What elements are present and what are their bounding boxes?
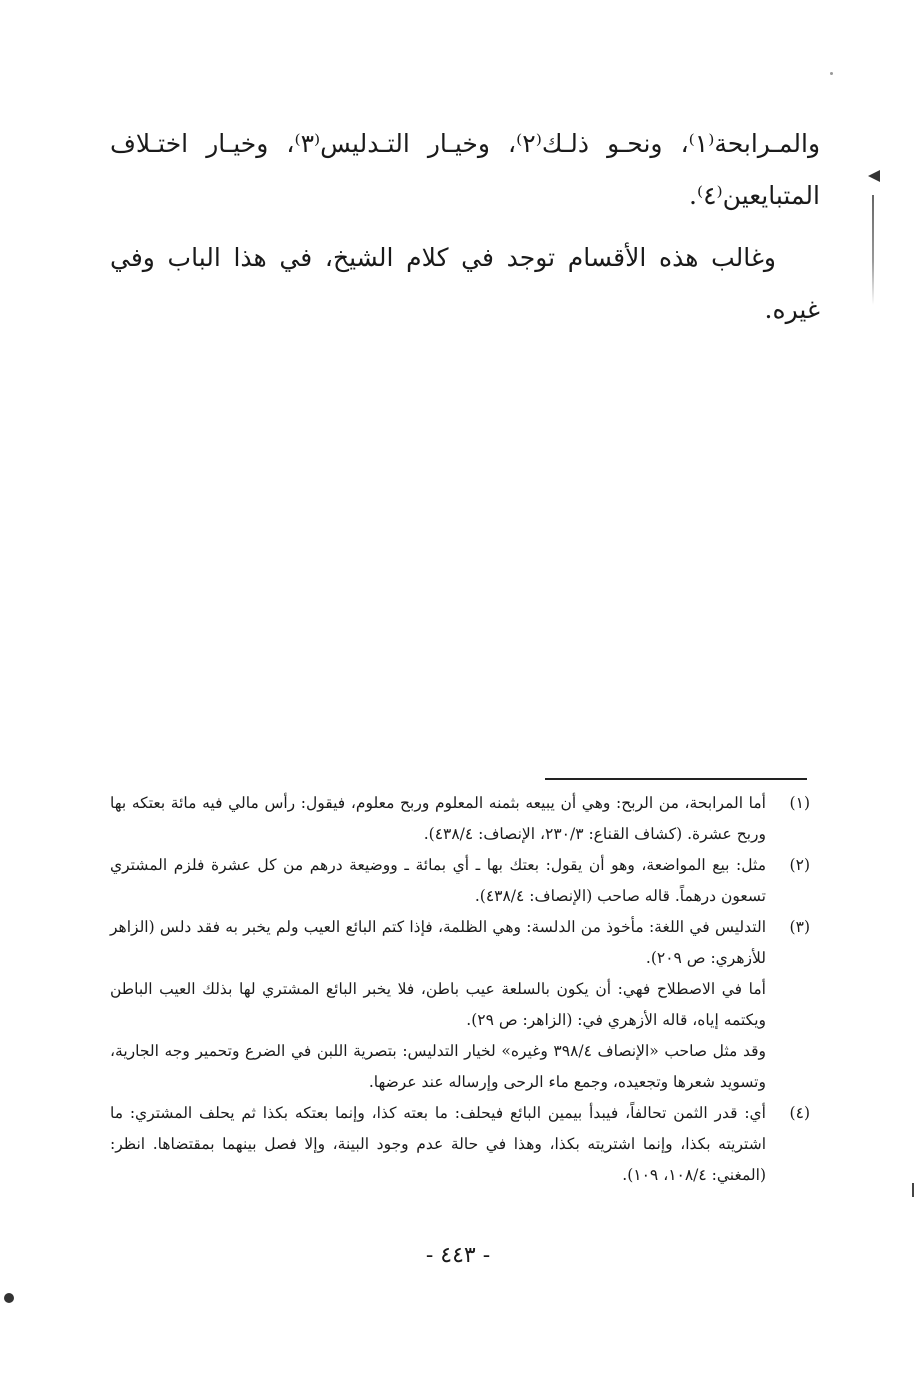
footnote-text: التدليس في اللغة: مأخوذ من الدلسة: وهي الظلمة، فإذا كتم البائع العيب ولم يخبر به فقد دلس (الزاهر للأزهري: ص ٢٠٩). [110,918,766,967]
margin-binding-line [872,195,874,305]
scan-speck [830,72,833,75]
footnote-text: وقد مثل صاحب «الإنصاف ٣٩٨/٤ وغيره» لخيار التدليس: بتصرية اللبن في الضرع وتحمير وجه الجارية، وتسويد شعرها وتجعيده، وجمع ماء الرحى وإرساله عند عرضها. [110,1042,766,1091]
scan-edge-tick [912,1183,914,1197]
scan-edge-blot [4,1293,14,1303]
footnote-number: (٢) [789,856,810,874]
footnote-text: أما في الاصطلاح فهي: أن يكون بالسلعة عيب باطن، فلا يخبر البائع المشتري لها بذلك العيب الباطن ويكتمه إياه، قاله الأزهري في: (الزاهر: ص ٢٩). [110,980,766,1029]
footnote-number: (٣) [789,918,810,936]
page-number: - ٤٤٣ - [425,1243,491,1268]
body-paragraph-2: وغالب هذه الأقسام توجد في كلام الشيخ، في هذا الباب وفي غيره. [110,243,820,324]
footnotes-section [110,788,810,1191]
margin-arrow-mark [868,170,880,182]
footnote-text: أي: قدر الثمن تحالفاً، فيبدأ بيمين البائع فيحلف: ما بعته كذا، وإنما بعتكه بكذا ثم يحلف المشتري: ما اشتريته بكذا، وإنما اشتريته بكذا، وهذا في حالة عدم وجود البينة، وإلا فصل بينهما بمقتضاها. انظر: (المغني: ١٠٨/٤، ١٠٩). [110,1104,766,1184]
footnote-3 [110,912,810,1098]
body-paragraph-1: والمـرابحة⁽١⁾، ونحـو ذلـك⁽٢⁾، وخيـار التـدليس⁽٣⁾، وخيـار اختـلاف المتبايعين⁽٤⁾. [110,129,821,210]
footnote-text: أما المرابحة، من الربح: وهي أن يبيعه بثمنه المعلوم وربح معلوم، فيقول: رأس مالي فيه مائة بعتكه بها وربح عشرة. (كشاف القناع: ٢٣٠/٣، الإنصاف: ٤٣٨/٤). [110,794,766,843]
footnote-4 [110,1098,810,1191]
footnote-separator [545,778,807,780]
footnote-number: (٤) [789,1104,810,1122]
footnote-2 [110,850,810,912]
footnote-1 [110,788,810,850]
footnote-text: مثل: بيع المواضعة، وهو أن يقول: بعتك بها ـ أي بمائة ـ ووضيعة درهم من كل عشرة فلزم المشتري تسعون درهماً. قاله صاحب (الإنصاف: ٤٣٨/٤). [110,856,766,905]
footnote-number: (١) [789,794,810,812]
